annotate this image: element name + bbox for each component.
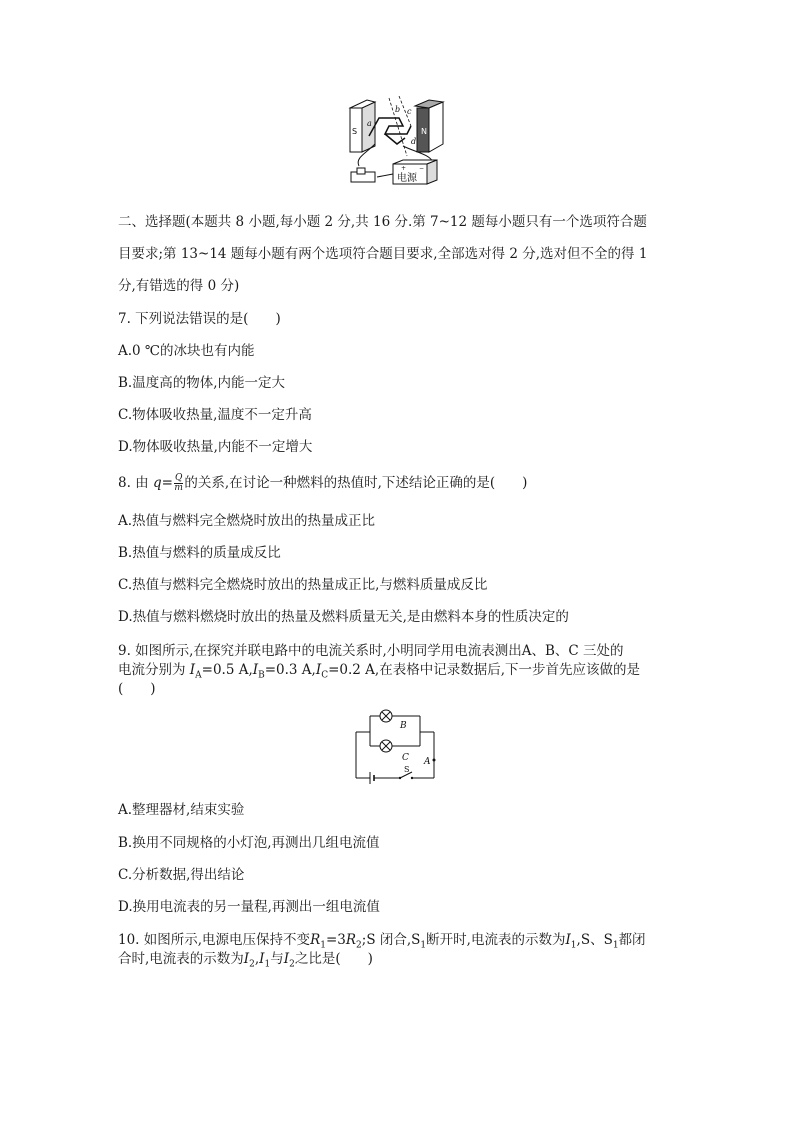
q9-option-b: B.换用不同规格的小灯泡,再测出几组电流值 bbox=[118, 835, 380, 851]
q9-ib-sub: B bbox=[258, 670, 265, 681]
q9-ic-sub: C bbox=[321, 670, 329, 681]
q10-r2-sub: 2 bbox=[356, 940, 362, 951]
circuit-label-s: S bbox=[404, 765, 410, 774]
q9-option-a: A.整理器材,结束实验 bbox=[118, 802, 245, 818]
q10-line2-prefix: 合时,电流表的示数为 bbox=[118, 951, 244, 967]
q8-option-d: D.热值与燃料燃烧时放出的热量及燃料质量无关,是由燃料本身的性质决定的 bbox=[118, 609, 569, 625]
q9-line2-suffix: 在表格中记录数据后,下一步首先应该做的是 bbox=[379, 662, 641, 678]
q7-stem: 7. 下列说法错误的是( ) bbox=[118, 311, 281, 327]
q8-suffix: 的关系,在讨论一种燃料的热值时,下述结论正确的是( ) bbox=[184, 475, 528, 491]
q10-line2 bbox=[118, 950, 373, 974]
coil-label-b: b bbox=[395, 105, 401, 114]
power-minus: − bbox=[419, 165, 425, 172]
q10-line2-suffix: 之比是( ) bbox=[294, 951, 373, 967]
coil-label-c: c bbox=[407, 107, 412, 116]
coil-label-a: a bbox=[367, 119, 372, 128]
q8-option-b: B.热值与燃料的质量成反比 bbox=[118, 545, 281, 561]
motor-figure bbox=[345, 96, 445, 188]
q8-prefix: 8. 由 bbox=[118, 475, 153, 491]
q9-line2 bbox=[118, 661, 640, 685]
circuit-label-b: B bbox=[400, 721, 407, 731]
q8-frac-den: m bbox=[174, 483, 183, 493]
q10-eq: =3 bbox=[325, 932, 346, 948]
q10-mid3: ,S、S bbox=[576, 932, 613, 948]
q10-s1b-sub: 1 bbox=[612, 940, 619, 951]
circuit-label-a: A bbox=[424, 757, 431, 767]
coil-label-d: d bbox=[411, 137, 417, 146]
q9-ib: I bbox=[252, 662, 259, 678]
q9-ia: I bbox=[189, 662, 196, 678]
q8-stem bbox=[118, 474, 527, 493]
q10-mid2: 断开时,电流表的示数为 bbox=[426, 932, 566, 948]
q7-option-c: C.物体吸收热量,温度不一定升高 bbox=[118, 407, 312, 423]
q9-ic-val: =0.2 A, bbox=[328, 662, 380, 678]
q10-mid1: ;S 闭合,S bbox=[361, 932, 421, 948]
q8-frac-num: Q bbox=[174, 473, 183, 483]
q10-s1-sub: 1 bbox=[420, 940, 427, 951]
q10-r1: R bbox=[310, 932, 321, 948]
q9-ia-sub: A bbox=[195, 670, 202, 681]
q10-mid4: 都闭 bbox=[618, 932, 646, 948]
q10-i2b: I bbox=[283, 951, 290, 967]
q9-option-d: D.换用电流表的另一量程,再测出一组电流值 bbox=[118, 899, 380, 915]
pole-s-label: S bbox=[352, 127, 358, 136]
q10-i1b: I bbox=[259, 951, 265, 967]
parallel-circuit-figure bbox=[350, 706, 440, 784]
q7-option-a: A.0 ℃的冰块也有内能 bbox=[118, 343, 255, 359]
q10-i1: I bbox=[565, 932, 571, 948]
q10-i2: I bbox=[243, 951, 250, 967]
power-label: 电源 bbox=[397, 173, 417, 184]
q10-r1-sub: 1 bbox=[320, 940, 326, 951]
q7-option-d: D.物体吸收热量,内能不一定增大 bbox=[118, 439, 313, 455]
q7-option-b: B.温度高的物体,内能一定大 bbox=[118, 375, 286, 391]
q8-option-c: C.热值与燃料完全燃烧时放出的热量成正比,与燃料质量成反比 bbox=[118, 577, 488, 593]
q9-ic: I bbox=[315, 662, 322, 678]
q8-fraction bbox=[174, 474, 183, 493]
power-plus: + bbox=[401, 165, 407, 172]
circuit-label-c: C bbox=[402, 753, 409, 763]
q9-line2-prefix: 电流分别为 bbox=[118, 662, 190, 678]
q8-option-a: A.热值与燃料完全燃烧时放出的热量成正比 bbox=[118, 513, 376, 529]
q10-comma: , bbox=[254, 951, 260, 967]
q9-line3: ( ) bbox=[118, 681, 156, 697]
q10-prefix: 10. 如图所示,电源电压保持不变 bbox=[118, 932, 311, 948]
q9-ib-val: =0.3 A, bbox=[264, 662, 316, 678]
section-header-line3: 分,有错选的得 0 分) bbox=[118, 278, 240, 294]
q10-i1b-sub: 1 bbox=[264, 959, 271, 970]
q9-option-c: C.分析数据,得出结论 bbox=[118, 867, 245, 883]
q8-var-q: q bbox=[152, 475, 162, 491]
q9-ia-val: =0.5 A, bbox=[201, 662, 253, 678]
q8-equals: = bbox=[161, 475, 173, 491]
q10-i2b-sub: 2 bbox=[289, 959, 295, 970]
pole-n-label: N bbox=[421, 127, 427, 136]
q9-line1: 9. 如图所示,在探究并联电路中的电流关系时,小明同学用电流表测出A、B、C 三处的 bbox=[118, 643, 624, 659]
q10-and: 与 bbox=[270, 951, 284, 967]
section-header-line1: 二、选择题(本题共 8 小题,每小题 2 分,共 16 分.第 7~12 题每小题只有一个选项符合题 bbox=[118, 214, 647, 230]
q10-i1-sub: 1 bbox=[570, 940, 577, 951]
section-header-line2: 目要求;第 13~14 题每小题有两个选项符合题目要求,全部选对得 2 分,选对但不全的得 1 bbox=[118, 246, 648, 262]
q10-i2-sub: 2 bbox=[249, 959, 255, 970]
q10-r2: R bbox=[345, 932, 357, 948]
